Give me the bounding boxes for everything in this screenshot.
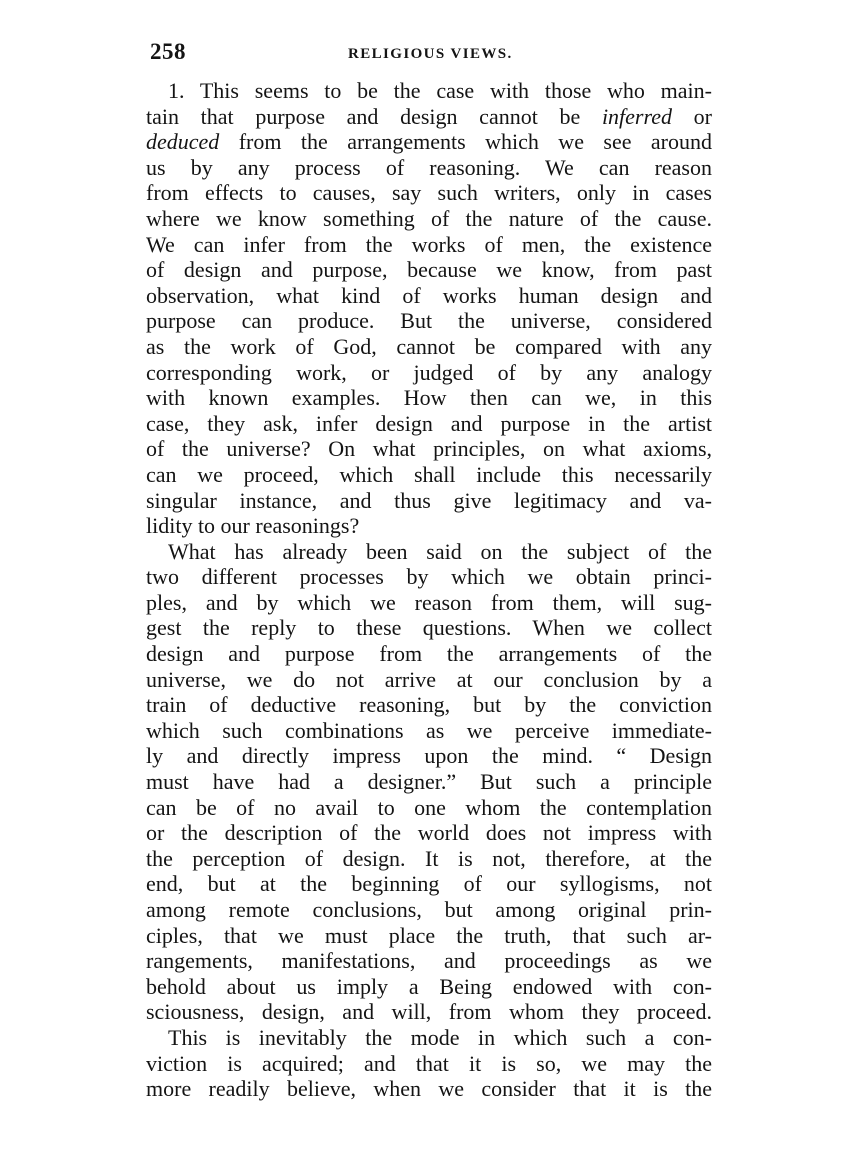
text-line: design and purpose from the arrangements of the: [146, 641, 712, 667]
text-line: the perception of design. It is not, therefore, at the: [146, 845, 712, 871]
text-line: us by any process of reasoning. We can reason: [146, 154, 712, 180]
text-line: where we know something of the nature of the cause.: [146, 205, 712, 231]
text-line: ciples, that we must place the truth, that such ar-: [146, 922, 712, 948]
text-line: observation, what kind of works human design and: [146, 282, 712, 308]
text-line: with known examples. How then can we, in this: [146, 385, 712, 411]
paragraph-3: [146, 1025, 712, 1102]
text-line: ples, and by which we reason from them, will sug-: [146, 589, 712, 615]
paragraph-1: [146, 78, 712, 539]
text-line: can we proceed, which shall include this necessarily: [146, 461, 712, 487]
text-line: which such combinations as we perceive immediate-: [146, 717, 712, 743]
text-segment: from the arrangements which we see around: [219, 129, 712, 155]
text-line: singular instance, and thus give legitimacy and va-: [146, 487, 712, 513]
italic-word: deduced: [146, 129, 220, 155]
running-title: RELIGIOUS VIEWS.: [348, 46, 513, 62]
text-line: from effects to causes, say such writers, only in cases: [146, 180, 712, 206]
text-line: among remote conclusions, but among original prin-: [146, 897, 712, 922]
text-line: [146, 104, 712, 130]
text-line: viction is acquired; and that it is so, we may the: [146, 1050, 712, 1076]
italic-word: inferred: [601, 103, 672, 129]
text-line: This is inevitably the mode in which such a con-: [168, 1024, 712, 1050]
text-line: We can infer from the works of men, the existence: [146, 231, 712, 257]
running-head: [146, 38, 712, 68]
paragraph-2: [146, 539, 712, 1025]
text-line: ly and directly impress upon the mind. “ Design: [146, 743, 712, 769]
body-text: [146, 78, 712, 1102]
text-line: purpose can produce. But the universe, considered: [146, 308, 712, 334]
text-line: sciousness, design, and will, from whom they proceed.: [146, 999, 712, 1025]
text-line: rangements, manifestations, and proceedings as we: [146, 948, 712, 974]
text-line: as the work of God, cannot be compared with any: [146, 333, 712, 359]
text-line: universe, we do not arrive at our conclusion by a: [146, 666, 712, 692]
text-line: can be of no avail to one whom the contemplation: [146, 794, 712, 820]
text-segment: or: [672, 103, 712, 129]
text-line: gest the reply to these questions. When we collect: [146, 615, 712, 641]
text-line: 1. This seems to be the case with those who main-: [168, 78, 712, 103]
text-line: of design and purpose, because we know, from past: [146, 257, 712, 283]
text-line: end, but at the beginning of our syllogisms, not: [146, 871, 712, 897]
text-line: [146, 129, 712, 155]
text-line: lidity to our reasonings?: [146, 513, 360, 539]
text-line: train of deductive reasoning, but by the conviction: [146, 692, 712, 718]
text-line: case, they ask, infer design and purpose in the artist: [146, 410, 712, 436]
text-line: more readily believe, when we consider that it is the: [146, 1076, 712, 1102]
text-segment: tain that purpose and design cannot be: [146, 103, 602, 129]
text-line: or the description of the world does not impress with: [146, 820, 712, 846]
text-line: of the universe? On what principles, on what axioms,: [146, 436, 712, 462]
text-line: behold about us imply a Being endowed with con-: [146, 973, 712, 999]
page-number: 258: [150, 39, 186, 64]
text-line: corresponding work, or judged of by any analogy: [146, 359, 712, 385]
text-line: must have had a designer.” But such a principle: [146, 769, 712, 795]
text-line: two different processes by which we obtain princi-: [146, 564, 712, 590]
text-line: What has already been said on the subject of the: [168, 538, 712, 564]
